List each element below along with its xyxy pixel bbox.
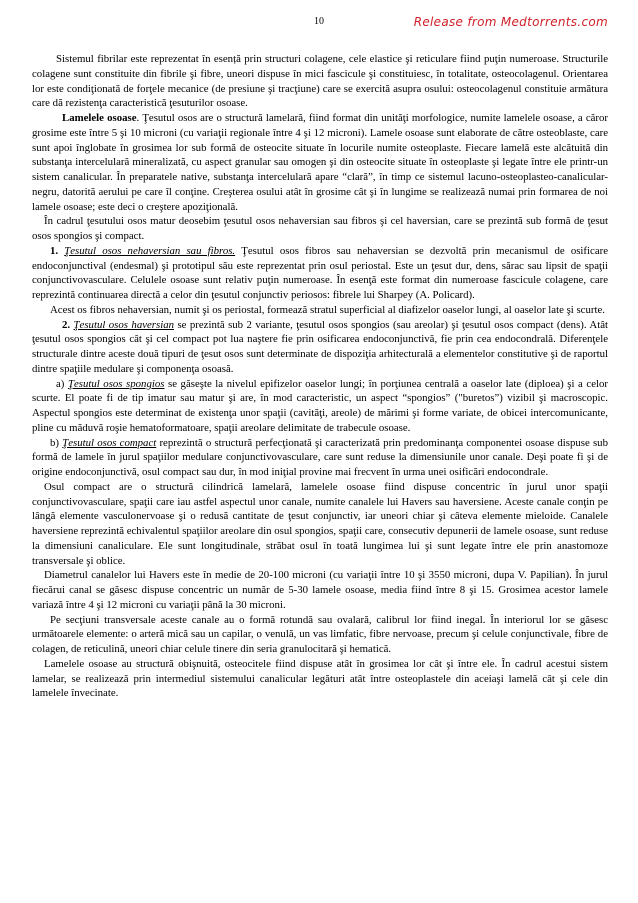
paragraph-bone-lamellae-text: . Ţesutul osos are o structură lamelară, fiind format din unităţi morfologice, numite lamelele osoase, a căror grosime este între 5 şi 10 microni (cu variaţii regionale între 4 şi 12 microni). Lamele osoase sunt elaborate de către osteoblaste, care sunt apoi înglobate în grosimea lor sub formă de osteocite situate în locurile numite osteoplaste. Fiecare lamelă este alcătuită din substanţa intercelulară mineralizată, cu aspect granular sau omogen şi din osteocite situate în osteoplaste şi legate între ele printr-un sistem canalicular. În preparatele native, substanţa intercelulară apare “clară”, în timp ce sistemul lacuno-osteoplasteo-canalicular-negru, datorită aerului pe care îl conţine. Creşterea osului atât în grosime cât şi în lungime se realizează numai prin formarea de noi lamele osoase; este deci o creştere apoziţională. <box>32 112 609 213</box>
paragraph-haversian-text: se prezintă sub 2 variante, ţesutul osos spongios (sau areolar) şi ţesutul osos compact (dens). Atât ţesutul osos spongios cât şi cel compact pot lua naştere fie prin osificarea endoconjunctivă, fie prin cea endocondrală. Diferenţele structurale dintre aceste două tipuri de ţesut osos sunt determinate de dispoziţia arhitecturală a elementelor constitutive şi de raportul dintre spaţiile medulare şi componenţa osoasă. <box>32 318 609 375</box>
paragraph-lamellae-structure: Lamelele osoase au structură obişnuită, osteocitele fiind dispuse atât în grosimea lor cât şi între ele. În cadrul acestui sistem lamelar, se realizează prin intermediul sistemului canalicular legături atât între osteoplastele din aceiaşi lamelă cât şi cele din lamelele învecinate. <box>32 657 608 700</box>
item-letter-b: b) <box>50 436 63 449</box>
paragraph-mature-bone: În cadrul ţesutului osos matur deosebim ţesutul osos nehaversian sau fibros şi cel haversian, care se prezintă sub formă de ţesut osos spongios şi compact. <box>32 215 608 242</box>
paragraph-periostal-bone: Acest os fibros nehaversian, numit şi os periostal, formează stratul superficial al diafizelor oaselor lungi, al oaselor late şi scurte. <box>50 303 605 316</box>
paragraph-haversian <box>32 318 608 377</box>
page-number: 10 <box>314 16 324 27</box>
paragraph-compact-bone-text: reprezintă o structură perfecţionată şi caracterizată prin predominanţa componentei osoase dispuse sub formă de lamele în jurul spaţiilor medulare conjunctivovasculare, care sunt reduse la dimensiunile unor canale. Deşi poate fi şi de origine endoconjunctivă, osul compact sau dur, în mod iniţial provine mai frecvent în urma unei osificări endocondrale. <box>32 436 608 478</box>
term-bone-lamellae: Lamelele osoase <box>62 112 137 124</box>
paragraph-fibrillar-system: Sistemul fibrilar este reprezentat în esență prin structuri colagene, cele elastice şi reticulare fiind puţin numeroase. Structurile colagene sunt constituite din fibrile şi fibre, uneori dispuse în mici fascicule şi constituiesc, în totalitate, osteocolagenul. Orientarea lor este condiţionată de forţele mecanice (de presiune şi tracţiune) care se exercită asupra osului: osteocolagenul constituie armătura care dă rezistenţa caracteristică ţesuturilor osoase. <box>32 53 608 110</box>
paragraph-compact-bone <box>32 436 608 480</box>
term-compact-bone: Ţesutul osos compact <box>62 436 157 449</box>
paragraph-transverse-sections: Pe secţiuni transversale aceste canale au o formă rotundă sau ovalară, calibrul lor fiind inegal. În interiorul lor se găsesc următoarele elemente: o arteră mică sau un capilar, o venulă, un vas limfatic, fibre nervoase, precum şi celule conjunctivale, fibre de colagen, de reticulină, uneori chiar celule tinere din seria granulocitară şi hematică. <box>32 613 608 655</box>
item-letter-a: a) <box>56 377 68 390</box>
item-number-1: 1. <box>50 244 65 257</box>
item-number-2: 2. <box>62 318 74 331</box>
paragraph-non-haversian-text: Ţesutul osos fibros sau nehaversian se dezvoltă prin mecanismul de osificare endoconjunctival (endesmal) şi prototipul său este reprezentat prin osul periostal. Este un ţesut dur, dens, sărac sau lipsit de spaţii conjunctivovasculare. Celulele osoase sunt relativ puţin numeroase. În esenţă este format din numeroase fascicule colagene, care reprezintă continuarea directă a celor din ţesutul conjunctiv periosos: fibrele lui Sharpey (A. Policard). <box>32 244 609 301</box>
paragraph-non-haversian <box>32 244 608 303</box>
watermark-text: Release from Medtorrents.com <box>413 15 608 29</box>
paragraph-spongy-bone-text: se găseşte la nivelul epifizelor oaselor lungi; în porţiunea centrală a oaselor late (diploea) şi a celor scurte. El poate fi de tip imatur sau matur şi are, în mod caracteristic, un aspect “spongios” ("buretos”) vizibil şi macroscopic. Aspectul spongios este determinat de existenţa unor spaţii (cavităţi, areole) de mărimi şi forme variate, de obicei intercomunicante, pline cu măduvă roşie hematoformatoare, spaţii areolare delimitate de trabecule osoase. <box>32 377 608 434</box>
document-body <box>32 52 608 701</box>
paragraph-havers-canals: Osul compact are o structură cilindrică lamelară, lamelele osoase fiind dispuse concentric în jurul unor spaţii conjunctivovasculare, spaţii care iau astfel aspectul unor canale, numite canalele lui Havers sau haversiene. Aceste canale conţin pe lângă elemente vasculonervoase şi o redusă cantitate de ţesut conjunctiv, iar uneori chiar şi câteva elemente mieloide. Canalele haversiene reprezintă echivalentul spaţiilor areolare din osul spongios, spaţii care, consecutiv depunerii de lamele osoase, sunt reduse la dimensiuni canaliculare. Ele sunt longitudinale, străbat osul în toată lungimea lui şi sunt legate între ele prin anastomoze transversale şi oblice. <box>32 480 608 567</box>
paragraph-bone-lamellae <box>32 111 608 214</box>
term-haversian: Ţesutul osos haversian <box>73 318 174 331</box>
term-non-haversian: Ţesutul osos nehaversian sau fibros. <box>64 244 236 257</box>
paragraph-spongy-bone <box>32 377 608 436</box>
term-spongy-bone: Ţesutul osos spongios <box>67 377 165 390</box>
paragraph-canal-diameter: Diametrul canalelor lui Havers este în medie de 20-100 microni (cu variaţii între 10 şi 3550 microni, dupa V. Papilian). În jurul fiecărui canal se găsesc dispuse concentric un număr de 5-30 lamele osoase, media fiind între 8 şi 15. Grosimea acestor lamele variază între 4 şi 12 microni cu variaţii până la 30 microni. <box>32 569 608 611</box>
